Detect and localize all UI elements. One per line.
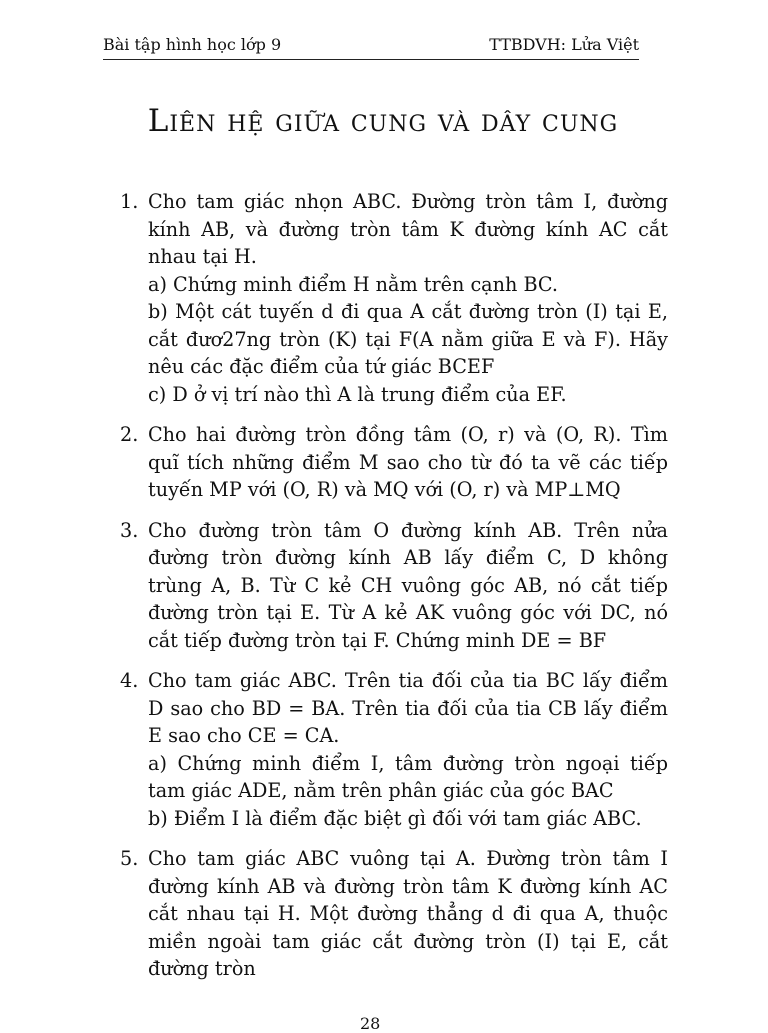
problem-number: 1. (120, 190, 139, 213)
problem-part-a: a) Chứng minh điểm H nằm trên cạnh BC. (148, 272, 558, 296)
problem-part-c: c) D ở vị trí nào thì A là trung điểm của EF. (148, 382, 567, 406)
header-right: TTBDVH: Lửa Việt (489, 35, 639, 54)
problem-4 (120, 667, 668, 832)
problem-number: 4. (120, 669, 139, 692)
problem-number: 5. (120, 847, 139, 870)
problem-list (120, 188, 668, 996)
problem-3 (120, 517, 668, 655)
problem-text: Cho tam giác ABC vuông tại A. Đường tròn tâm I đường kính AB và đường tròn tâm K đường kính AC cắt nhau tại H. Một đường thẳng d đi qua A, thuộc miền ngoài tam giác cắt đường tròn (I) tại E, cắt đường tròn (148, 847, 668, 980)
problem-5 (120, 845, 668, 983)
problem-number: 2. (120, 423, 139, 446)
page-header (103, 34, 639, 60)
problem-part-b: b) Một cát tuyến d đi qua A cắt đường tròn (I) tại E, cắt đươ27ng tròn (K) tại F(A nằm giữa E và F). Hãy nêu các đặc điểm của tứ giác BCEF (148, 300, 668, 378)
page-number: 28 (360, 1014, 381, 1033)
problem-text: Cho tam giác ABC. Trên tia đối của tia BC lấy điểm D sao cho BD = BA. Trên tia đối của tia CB lấy điểm E sao cho CE = CA. (148, 669, 668, 747)
problem-part-b: b) Điểm I là điểm đặc biệt gì đối với tam giác ABC. (148, 806, 642, 830)
problem-number: 3. (120, 518, 139, 542)
problem-part-a: a) Chứng minh điểm I, tâm đường tròn ngoại tiếp tam giác ADE, nằm trên phân giác của góc BAC (148, 751, 668, 802)
page-title: Liên hệ giữa cung và dây cung (147, 103, 619, 139)
problem-text: Cho đường tròn tâm O đường kính AB. Trên nửa đường tròn đường kính AB lấy điểm C, D không trùng A, B. Từ C kẻ CH vuông góc AB, nó cắt tiếp đường tròn tại E. Từ A kẻ AK vuông góc với DC, nó cắt tiếp đường tròn tại F. Chứng minh DE = BF (148, 518, 668, 652)
problem-text: Cho hai đường tròn đồng tâm (O, r) và (O, R). Tìm quĩ tích những điểm M sao cho từ đó ta vẽ các tiếp tuyến MP với (O, R) và MQ với (O, r) và MP⊥MQ (148, 423, 668, 501)
problem-text: Cho tam giác nhọn ABC. Đường tròn tâm I, đường kính AB, và đường tròn tâm K đường kính AC cắt nhau tại H. (148, 190, 668, 268)
problem-2 (120, 421, 668, 504)
problem-1 (120, 188, 668, 408)
header-left: Bài tập hình học lớp 9 (103, 35, 282, 54)
